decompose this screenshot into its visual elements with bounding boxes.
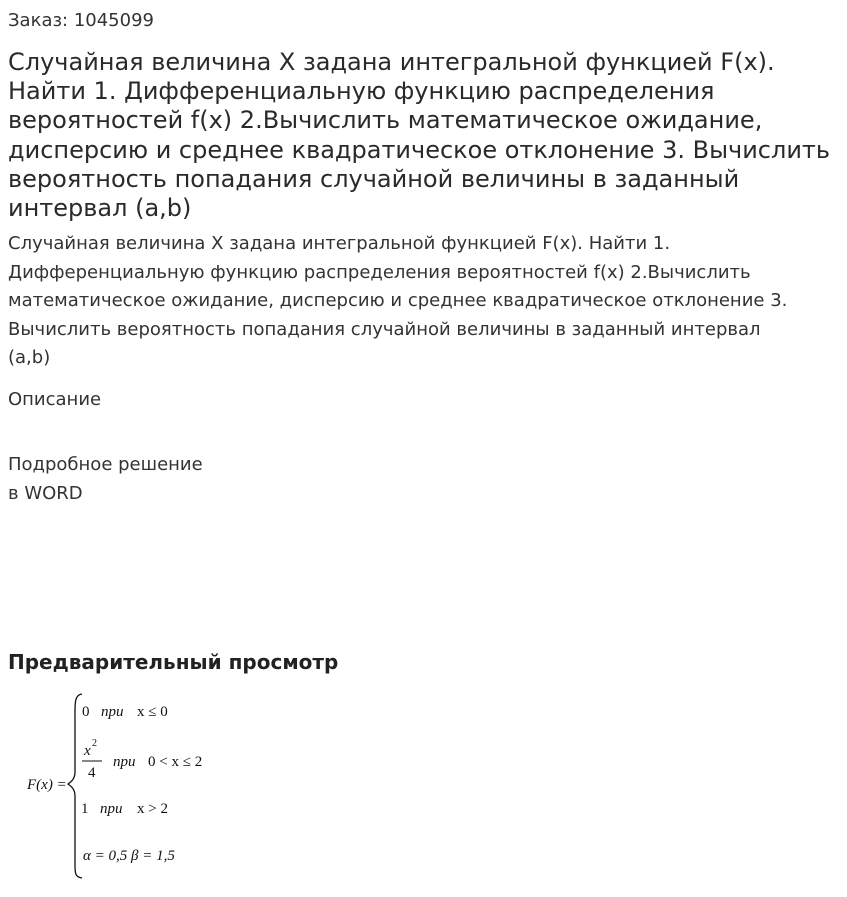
case3-value: 1 — [81, 801, 89, 817]
preview-heading: Предварительный просмотр — [8, 650, 339, 674]
summary-line-5: (a,b) — [8, 347, 51, 369]
description-label: Описание — [8, 389, 102, 410]
page-title — [8, 48, 838, 223]
case2-denominator: 4 — [88, 765, 96, 781]
formula-preview — [18, 688, 238, 884]
case3-condition: x > 2 — [137, 801, 168, 817]
case3-word: при — [100, 801, 123, 817]
title-line-2: Найти 1. Дифференциальную функцию распределения — [8, 77, 715, 106]
description-line-1: Подробное решение — [8, 454, 203, 475]
order-number: Заказ: 1045099 — [8, 10, 154, 31]
summary-line-2: Дифференциальную функцию распределения вероятностей f(x) 2.Вычислить — [8, 261, 751, 283]
summary-line-3: математическое ожидание, дисперсию и среднее квадратическое отклонение 3. — [8, 290, 788, 312]
case1-word: при — [101, 704, 124, 720]
formula-image — [18, 688, 238, 884]
formula-parameters: α = 0,5 β = 1,5 — [83, 848, 175, 864]
title-line-3: вероятностей f(x) 2.Вычислить математическое ожидание, — [8, 106, 763, 135]
case2-numerator: x — [84, 743, 91, 759]
description-text — [8, 450, 203, 508]
description-line-2: в WORD — [8, 483, 83, 504]
summary-line-4: Вычислить вероятность попадания случайной величины в заданный интервал — [8, 318, 761, 340]
case2-word: при — [113, 754, 136, 770]
title-line-1: Случайная величина X задана интегральной функцией F(x). — [8, 48, 775, 76]
piecewise-brace — [68, 694, 82, 878]
task-summary — [8, 230, 838, 373]
title-line-4: дисперсию и среднее квадратическое отклонение 3. Вычислить — [8, 135, 831, 164]
title-line-6: интервал (a,b) — [8, 194, 192, 223]
case1-value: 0 — [82, 704, 90, 720]
case1-condition: x ≤ 0 — [137, 704, 168, 720]
title-line-5: вероятность попадания случайной величины в заданный — [8, 164, 740, 193]
case2-power: 2 — [92, 738, 97, 749]
summary-line-1: Случайная величина X задана интегральной функцией F(x). Найти 1. — [8, 233, 671, 254]
formula-lhs: F(x) = — [27, 777, 67, 793]
case2-condition: 0 < x ≤ 2 — [148, 754, 203, 770]
